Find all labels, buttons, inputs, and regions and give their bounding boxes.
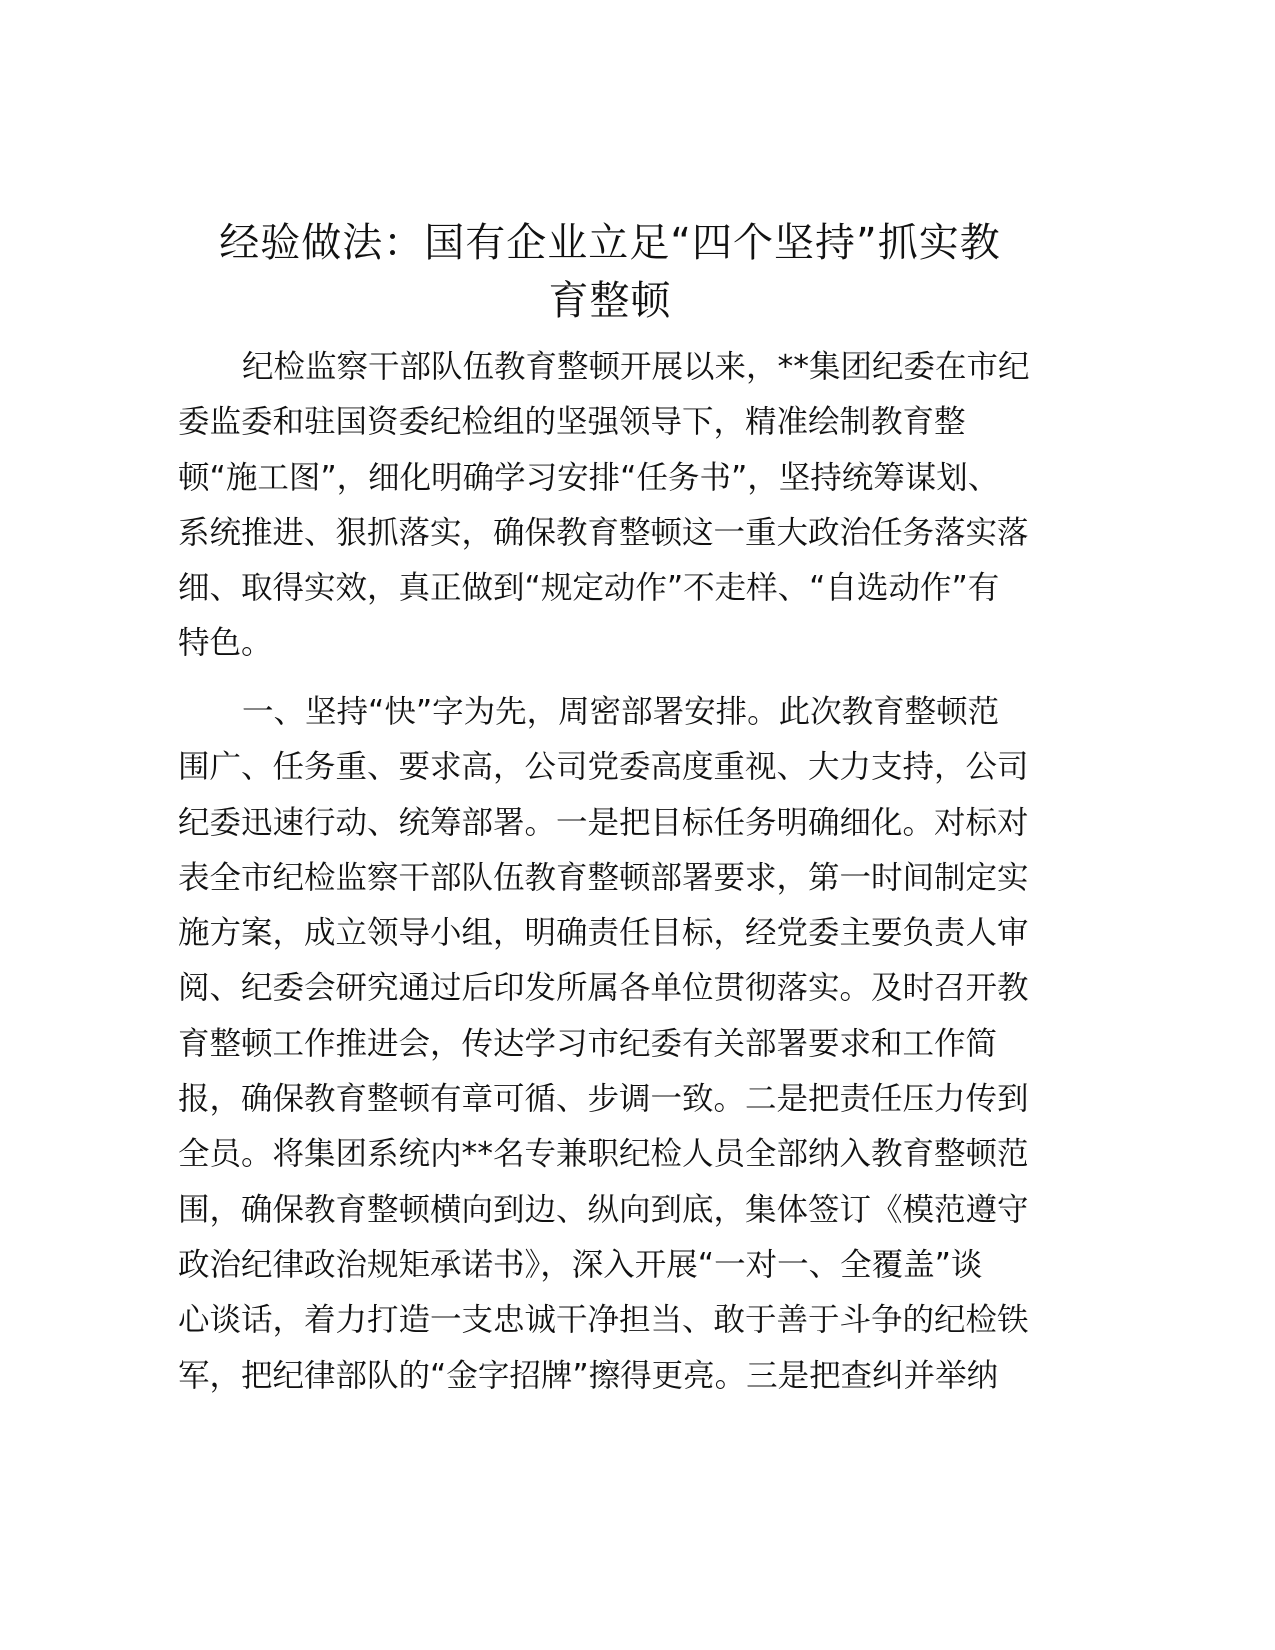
paragraph-intro: [178, 340, 1038, 672]
text-line: 特色。: [178, 625, 273, 662]
text-line: 围广、任务重、要求高，公司党委高度重视、大力支持，公司: [178, 749, 1029, 786]
text-line: 纪检监察干部队伍教育整顿开展以来，**集团纪委在市纪: [242, 349, 1030, 385]
text-line: 心谈话，着力打造一支忠诚干净担当、敢于善于斗争的纪检铁: [178, 1302, 1029, 1339]
text-line: 施方案，成立领导小组，明确责任目标，经党委主要负责人审: [178, 915, 1029, 952]
text-line: 顿“施工图”，细化明确学习安排“任务书”，坚持统筹谋划、: [178, 459, 1000, 496]
text-line: 委监委和驻国资委纪检组的坚强领导下，精准绘制教育整: [178, 404, 966, 441]
text-line: 政治纪律政治规矩承诺书》，深入开展“一对一、全覆盖”谈: [178, 1246, 983, 1283]
text-line: 全员。将集团系统内**名专兼职纪检人员全部纳入教育整顿范: [178, 1136, 1029, 1173]
text-line: 系统推进、狠抓落实，确保教育整顿这一重大政治任务落实落: [178, 514, 1029, 551]
text-line: 一、坚持“快”字为先，周密部署安排。此次教育整顿范: [242, 694, 1000, 730]
text-line: 军，把纪律部队的“金字招牌”擦得更亮。三是把查纠并举纳: [178, 1357, 999, 1394]
text-line: 围，确保教育整顿横向到边、纵向到底，集体签订《模范遵守: [178, 1191, 1029, 1228]
text-line: 报，确保教育整顿有章可循、步调一致。二是把责任压力传到: [178, 1081, 1029, 1118]
paragraph-section-one: [178, 685, 1038, 1404]
title-line: 经验做法：国有企业立足“四个坚持”抓实教: [219, 220, 1001, 266]
text-line: 表全市纪检监察干部队伍教育整顿部署要求，第一时间制定实: [178, 859, 1029, 896]
text-line: 细、取得实效，真正做到“规定动作”不走样、“自选动作”有: [178, 570, 1000, 607]
text-line: 育整顿工作推进会，传达学习市纪委有关部署要求和工作简: [178, 1025, 998, 1062]
title-line: 育整顿: [548, 278, 672, 324]
text-line: 阅、纪委会研究通过后印发所属各单位贯彻落实。及时召开教: [178, 970, 1029, 1007]
text-line: 纪委迅速行动、统筹部署。一是把目标任务明确细化。对标对: [178, 804, 1029, 841]
document-title: [160, 214, 1060, 330]
